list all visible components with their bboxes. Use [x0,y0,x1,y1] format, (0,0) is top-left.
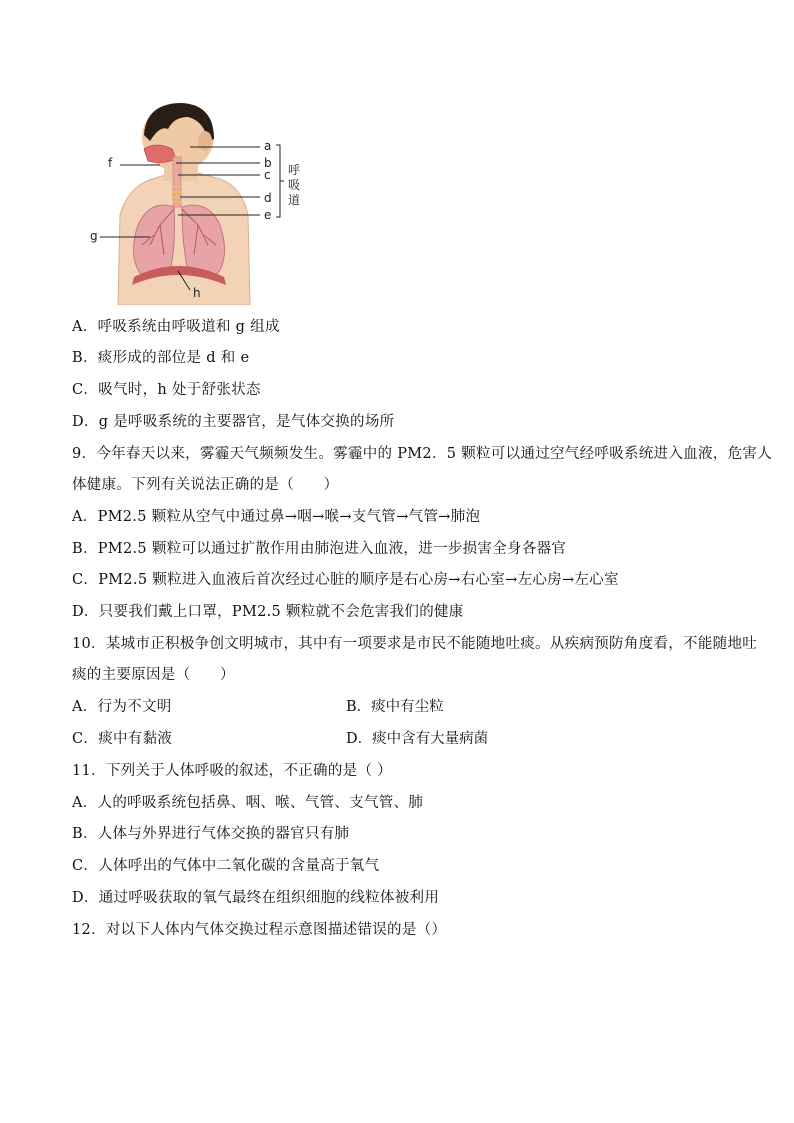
q9-stem-line2: 体健康。下列有关说法正确的是（ ） [72,477,339,493]
q10-option-a: A．行为不文明 [72,699,172,715]
label-h: h [193,286,201,300]
q10-option-b: B．痰中有尘粒 [346,699,444,715]
q10-stem-line1: 10．某城市正积极争创文明城市，其中有一项要求是市民不能随地吐痰。从疾病预防角度看，不能随地吐 [72,636,758,652]
q11-option-d: D．通过呼吸获取的氧气最终在组织细胞的线粒体被利用 [72,890,440,906]
q8-option-c: C．吸气时，h 处于舒张状态 [72,382,261,398]
q8-option-b: B．痰形成的部位是 d 和 e [72,350,250,366]
q10-stem-line2: 痰的主要原因是（ ） [72,667,235,683]
q9-option-c: C．PM2.5 颗粒进入血液后首次经过心脏的顺序是右心房→右心室→左心房→左心室 [72,572,619,588]
q9-option-d: D．只要我们戴上口罩，PM2.5 颗粒就不会危害我们的健康 [72,604,464,620]
bracket-label-3: 道 [288,193,301,207]
q11-stem: 11．下列关于人体呼吸的叙述，不正确的是（ ） [72,763,392,779]
q8-option-d: D．g 是呼吸系统的主要器官，是气体交换的场所 [72,414,395,430]
label-e: e [264,208,272,222]
label-c: c [264,168,271,182]
label-d: d [264,191,272,205]
q12-stem: 12．对以下人体内气体交换过程示意图描述错误的是（） [72,922,447,938]
q11-option-a: A．人的呼吸系统包括鼻、咽、喉、气管、支气管、肺 [72,795,424,811]
q11-option-c: C．人体呼出的气体中二氧化碳的含量高于氧气 [72,858,380,874]
label-f: f [108,156,113,170]
q11-option-b: B．人体与外界进行气体交换的器官只有肺 [72,826,350,842]
respiratory-illustration [90,95,320,305]
q10-option-d: D．痰中含有大量病菌 [346,731,489,747]
bracket-label-2: 吸 [288,178,301,192]
q9-option-a: A．PM2.5 颗粒从空气中通过鼻→咽→喉→支气管→气管→肺泡 [72,509,481,525]
q10-option-c: C．痰中有黏液 [72,731,173,747]
respiratory-system-figure [90,95,320,305]
label-g: g [90,229,98,243]
q9-stem-line1: 9．今年春天以来，雾霾天气频频发生。雾霾中的 PM2．5 颗粒可以通过空气经呼吸系统进入血液，危害人 [72,446,772,462]
q8-option-a: A．呼吸系统由呼吸道和 g 组成 [72,319,280,335]
bracket-label-1: 呼 [288,163,301,177]
label-a: a [264,139,272,153]
q9-option-b: B．PM2.5 颗粒可以通过扩散作用由肺泡进入血液，进一步损害全身各器官 [72,541,567,557]
label-b: b [264,156,272,170]
